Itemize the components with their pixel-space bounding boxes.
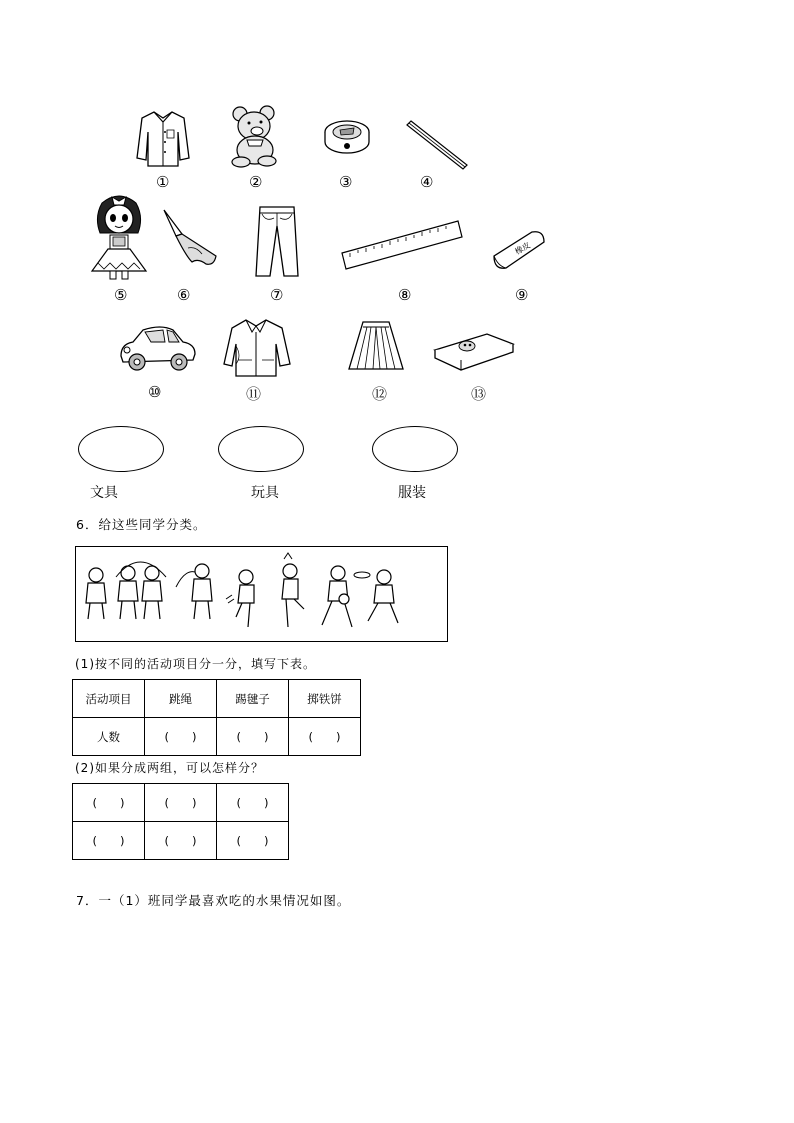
item-number: ③	[339, 173, 353, 191]
answer-blank[interactable]: ( )	[73, 784, 145, 822]
table-header-cell: 踢毽子	[217, 680, 289, 718]
item-number: ②	[249, 173, 263, 191]
item-number: ④	[420, 173, 434, 191]
answer-blank[interactable]: ( )	[217, 718, 289, 756]
table-header-cell: 跳绳	[145, 680, 217, 718]
table-row	[73, 718, 361, 756]
answer-blank[interactable]: ( )	[217, 784, 289, 822]
category-label-stationery: 文具	[90, 485, 118, 501]
question-6-title: 6．给这些同学分类。	[76, 517, 207, 532]
item-number: ⑥	[177, 286, 191, 304]
question-6-part-2: (2)如果分成两组，可以怎样分？	[75, 761, 264, 775]
ruler-icon	[340, 219, 464, 271]
doll-icon	[88, 193, 150, 281]
item-number: ⑤	[114, 286, 128, 304]
answer-blank[interactable]: ( )	[217, 822, 289, 860]
answer-blank[interactable]: ( )	[145, 822, 217, 860]
toy-car-icon	[117, 322, 199, 372]
answer-oval-stationery[interactable]	[78, 426, 164, 472]
students-picture	[75, 546, 448, 642]
category-label-clothing: 服装	[398, 485, 426, 501]
jacket-icon	[222, 316, 292, 378]
table-row	[73, 784, 289, 822]
trousers-icon	[252, 204, 302, 278]
eraser-label: 橡皮	[513, 240, 532, 257]
answer-oval-clothing[interactable]	[372, 426, 458, 472]
shirt-icon	[134, 108, 192, 168]
item-number: ⑧	[398, 286, 412, 304]
item-number: ⑪	[246, 385, 262, 403]
eraser-icon	[490, 226, 548, 274]
answer-blank[interactable]: ( )	[289, 718, 361, 756]
item-number: ⑩	[148, 383, 162, 401]
item-number: ①	[156, 173, 170, 191]
answer-blank[interactable]: ( )	[145, 718, 217, 756]
pencil-case-icon	[431, 330, 517, 374]
skirt-icon	[347, 319, 405, 373]
table-header-cell: 活动项目	[73, 680, 145, 718]
grouping-table	[72, 783, 289, 860]
pencil-sharpener-icon	[320, 116, 374, 156]
table-row-label: 人数	[73, 718, 145, 756]
table-row	[73, 822, 289, 860]
utility-knife-icon	[160, 206, 220, 268]
item-number: ⑨	[515, 286, 529, 304]
answer-blank[interactable]: ( )	[145, 784, 217, 822]
pencil-icon	[405, 117, 471, 173]
question-6-part-1: (1)按不同的活动项目分一分，填写下表。	[75, 657, 316, 671]
activity-count-table	[72, 679, 361, 756]
students-activities-illustration	[76, 547, 447, 641]
question-7-title: 7．一（1）班同学最喜欢吃的水果情况如图。	[76, 893, 351, 908]
category-label-toys: 玩具	[251, 485, 279, 501]
item-number: ⑫	[372, 385, 388, 403]
table-header-cell: 掷铁饼	[289, 680, 361, 718]
answer-blank[interactable]: ( )	[73, 822, 145, 860]
table-row	[73, 680, 361, 718]
item-number: ⑬	[471, 385, 487, 403]
teddy-bear-icon	[227, 104, 283, 168]
item-number: ⑦	[270, 286, 284, 304]
answer-oval-toys[interactable]	[218, 426, 304, 472]
